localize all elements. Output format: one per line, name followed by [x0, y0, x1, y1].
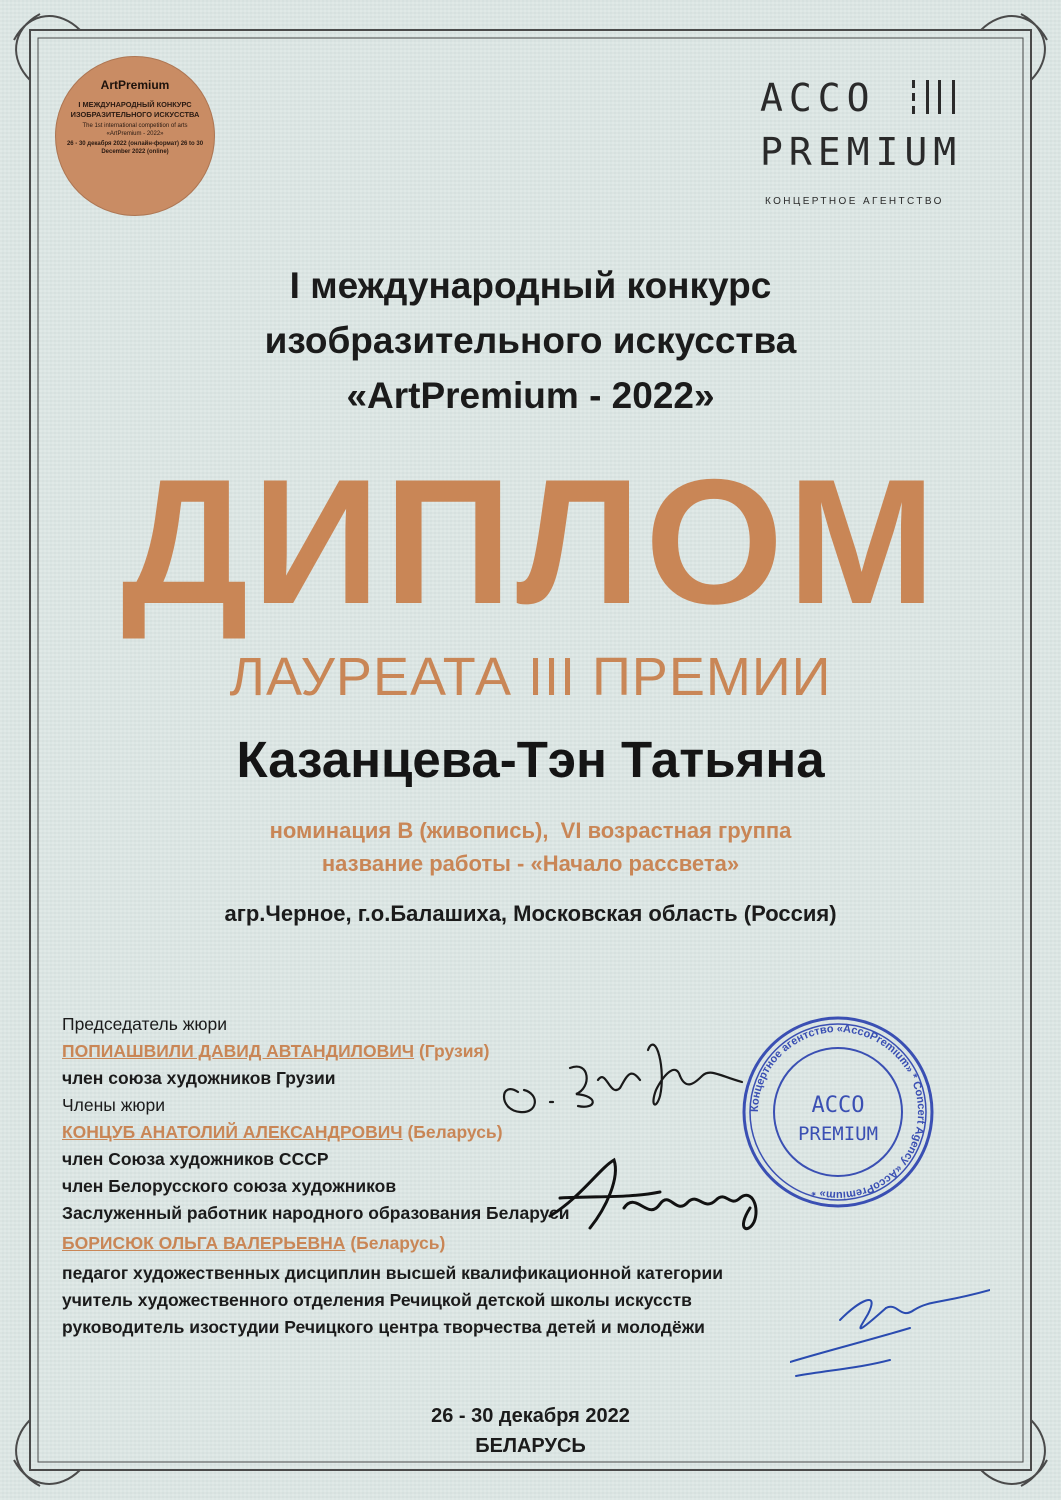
- event-dates: 26 - 30 декабря 2022: [431, 1405, 630, 1427]
- jury-chair-name: ПОПИАШВИЛИ ДАВИД АВТАНДИЛОВИЧ (Грузия): [62, 1041, 490, 1061]
- jury-member-name: КОНЦУБ АНАТОЛИЙ АЛЕКСАНДРОВИЧ (Беларусь): [62, 1122, 503, 1142]
- logo-word-acco: ACCO: [760, 76, 876, 120]
- stamp-ring-text: Концертное агентство «AccoPremium» * Concert Agency «AccoPremium» *: [748, 1022, 928, 1202]
- title-line-2: изобразительного искусства: [264, 320, 797, 361]
- jury-chair-label: Председатель жюри: [62, 1014, 228, 1034]
- jury-member-desc: член Союза художников СССР: [62, 1149, 329, 1169]
- stamp-text-acco: ACCO: [811, 1093, 865, 1118]
- recipient-location: агр.Черное, г.о.Балашиха, Московская область (Россия): [224, 901, 837, 926]
- jury-members-label: Члены жюри: [62, 1095, 166, 1115]
- stamp-text-premium: PREMIUM: [797, 1123, 879, 1145]
- emblem-brand: ArtPremium: [100, 78, 170, 92]
- logo-word-premium: PREMIUM: [760, 130, 963, 174]
- logo-subtitle: КОНЦЕРТНОЕ АГЕНТСТВО: [765, 196, 944, 207]
- nomination-block: [0, 814, 1061, 880]
- competition-emblem: [55, 56, 215, 216]
- recipient-name: Казанцева-Тэн Татьяна: [236, 731, 825, 788]
- emblem-line-1: I МЕЖДУНАРОДНЫЙ КОНКУРС ИЗОБРАЗИТЕЛЬНОГО ИСКУССТВА: [70, 100, 200, 119]
- artwork-title-line: название работы - «Начало рассвета»: [321, 851, 740, 876]
- jury-member-desc: руководитель изостудии Речицкого центра творчества детей и молодёжи: [62, 1317, 705, 1337]
- signature-chair: [480, 1010, 770, 1130]
- jury-member-desc: член Белорусского союза художников: [62, 1176, 397, 1196]
- jury-chair-desc: член союза художников Грузии: [62, 1068, 336, 1088]
- diploma-heading: ДИПЛОМ: [121, 442, 940, 641]
- footer: [0, 1401, 1061, 1461]
- emblem-line-3: 26 - 30 декабря 2022 (онлайн-формат) 26 to 30 December 2022 (online): [66, 141, 204, 155]
- emblem-line-2: The 1st international competition of arts «ArtPremium - 2022»: [82, 123, 188, 137]
- laureate-degree: ЛАУРЕАТА III ПРЕМИИ: [229, 647, 832, 707]
- agency-stamp: [738, 1012, 938, 1212]
- competition-title: [0, 258, 1061, 423]
- jury-member-desc: Заслуженный работник народного образования Беларуси: [62, 1203, 570, 1223]
- jury-member-desc: педагог художественных дисциплин высшей квалификационной категории: [62, 1263, 724, 1283]
- jury-member-desc: учитель художественного отделения Речицкой детской школы искусств: [62, 1290, 692, 1310]
- logo-bars-icon: [908, 80, 968, 114]
- nomination-line: номинация В (живопись), VI возрастная группа: [269, 818, 792, 843]
- signature-member-2: [790, 1280, 990, 1390]
- event-country: БЕЛАРУСЬ: [475, 1435, 586, 1457]
- acco-premium-logo: [760, 76, 975, 216]
- title-line-1: I международный конкурс: [289, 265, 772, 306]
- title-line-3: «ArtPremium - 2022»: [346, 375, 715, 416]
- jury-member-name: БОРИСЮК ОЛЬГА ВАЛЕРЬЕВНА (Беларусь): [62, 1233, 446, 1253]
